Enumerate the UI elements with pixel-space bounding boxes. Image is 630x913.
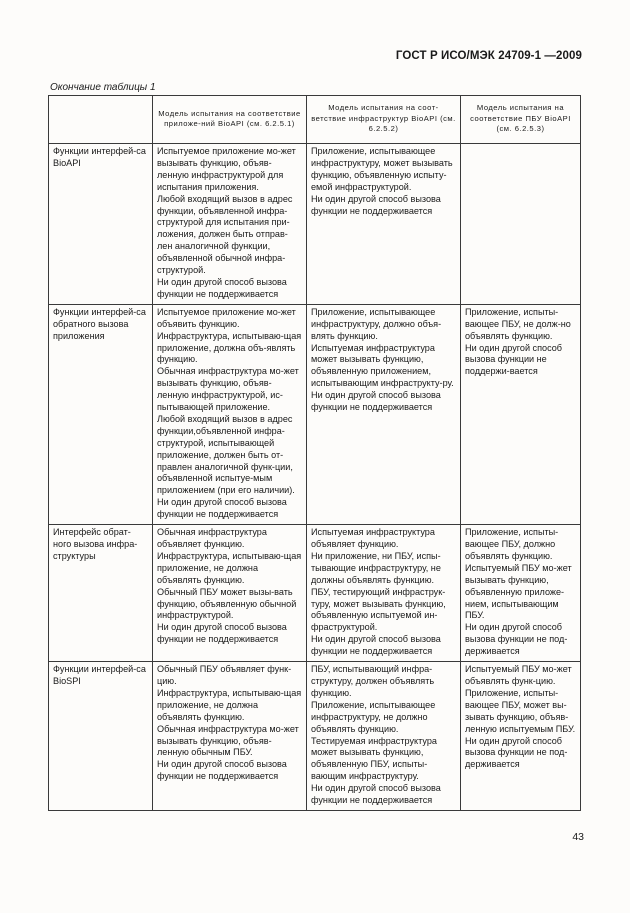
cell-paragraph: Приложение, испытывающее инфраструктуру, может вызывать функцию, объявленную испыту-емой инфраструктурой. xyxy=(311,146,453,192)
page-number: 43 xyxy=(572,831,584,843)
column-header-application-model: Модель испытания на соответствие приложе-ний BioAPI (см. 6.2.5.1) xyxy=(153,96,307,144)
cell-paragraph: ПБУ, испытывающий инфра-структуру, должен объявлять функцию. xyxy=(311,664,435,698)
table-cell-c3 xyxy=(461,662,581,811)
column-header-bsp-model: Модель испытания на соответствие ПБУ BioAPI (см. 6.2.5.3) xyxy=(461,96,581,144)
cell-paragraph: Обычный ПБУ может вызы-вать функцию, объявленную обычной инфраструктурой. xyxy=(157,586,297,621)
cell-paragraph: Инфраструктура, испытываю-щая приложение, должна объ-являть функцию. xyxy=(157,330,302,365)
cell-paragraph: Обычная инфраструктура мо-жет вызывать функцию, объяв-ленную инфраструктурой, ис-пытывающей приложение. xyxy=(157,366,299,413)
cell-paragraph: Ни один другой способ вызова функции не поддерживается xyxy=(311,193,441,216)
cell-paragraph: Испытуемый ПБУ мо-жет объявлять функ-цию. xyxy=(465,664,572,686)
cell-paragraph: Испытуемая инфраструктура объявляет функцию. xyxy=(311,527,435,549)
table-cell-c2 xyxy=(307,304,461,524)
row-label: Функции интерфей-са BioAPI xyxy=(49,144,153,305)
table-row xyxy=(49,304,581,524)
table-row xyxy=(49,144,581,305)
cell-paragraph: Испытуемое приложение мо-жет вызывать функцию, объяв-ленную инфраструктурой для испытания приложения. xyxy=(157,146,296,192)
cell-paragraph: Испытуемая инфраструктура может вызывать функцию, объявленную приложением, испытывающим инфраструкту-ру. xyxy=(311,342,454,389)
cell-paragraph: Ни один другой способ вызова функции не поддерживается xyxy=(157,497,287,520)
table-cell-c1 xyxy=(153,525,307,662)
cell-paragraph: Любой входящий вызов в адрес функции,объявленной инфра-структурой, испытывающей приложение, должен быть от-правлен аналогичной функ-ции, объявленной испытуе-мым приложением (при его наличии). xyxy=(157,413,295,496)
table-cell-c1 xyxy=(153,662,307,811)
table-row xyxy=(49,662,581,811)
cell-paragraph: Ни один другой способ вызова функции не поддерживается xyxy=(157,759,287,782)
cell-paragraph: Ни один другой способ вызова функции не поддерживается xyxy=(311,783,441,806)
row-label: Функции интерфей-са обратного вызова приложения xyxy=(49,304,153,524)
cell-paragraph: ПБУ, тестирующий инфраструк-туру, может вызывать функцию, объявленную испытуемой ин-фраструктурой. xyxy=(311,586,446,633)
row-label: Функции интерфей-са BioSPI xyxy=(49,662,153,811)
cell-paragraph: Приложение, испыты-вающее ПБУ, не долж-но объявлять функцию. xyxy=(465,306,571,341)
cell-paragraph: Инфраструктура, испытываю-щая приложение, не должна объявлять функцию. xyxy=(157,687,302,722)
cell-paragraph: Приложение, испытывающее инфраструктуру, должно объя-влять функцию. xyxy=(311,306,442,341)
cell-paragraph: Ни один другой способ вызова функции не поддерживается xyxy=(157,622,287,645)
cell-paragraph: Ни один другой способ вызова функции не поддержи-вается xyxy=(465,342,562,377)
cell-paragraph: Обычный ПБУ объявляет функ-цию. xyxy=(157,664,292,686)
cell-paragraph: Испытуемое приложение мо-жет объявить функцию. xyxy=(157,306,296,329)
cell-paragraph: Приложение, испыты-вающее ПБУ, должно объявлять функцию. xyxy=(465,527,559,561)
cell-paragraph: Обычная инфраструктура объявляет функцию. xyxy=(157,527,267,549)
table-cell-c1 xyxy=(153,144,307,305)
cell-paragraph: Ни один другой способ вызова функции не поддерживается xyxy=(157,276,287,299)
table-cell-c2 xyxy=(307,144,461,305)
table-cell-c1 xyxy=(153,304,307,524)
column-header-framework-model: Модель испытания на соот-ветствие инфраструктур BioAPI (см. 6.2.5.2) xyxy=(307,96,461,144)
cell-paragraph: Ни приложение, ни ПБУ, испы-тывающие инфраструктуру, не должны объявлять функцию. xyxy=(311,550,441,585)
cell-paragraph: Ни один другой способ вызова функции не под-держивается xyxy=(465,622,568,657)
cell-paragraph: Инфраструктура, испытываю-щая приложение, не должна объявлять функцию. xyxy=(157,550,302,585)
cell-paragraph: Ни один другой способ вызова функции не поддерживается xyxy=(311,390,441,413)
cell-paragraph: Ни один другой способ вызова функции не под-держивается xyxy=(465,735,568,770)
table-cell-c3 xyxy=(461,304,581,524)
cell-paragraph: Любой входящий вызов в адрес функции, объявленной инфра-структурой для испытания при-ложения, должен быть отправ-лен аналогичной функции, объявленной обычной инфра-структурой. xyxy=(157,193,293,276)
document-code: ГОСТ Р ИСО/МЭК 24709-1 —2009 xyxy=(395,50,582,62)
cell-paragraph: Тестируемая инфраструктура может вызывать функцию, объявленную ПБУ, испыты-вающим инфраструктуру. xyxy=(311,735,437,782)
cell-paragraph: Приложение, испыты-вающее ПБУ, может вы-зывать функцию, объяв-ленную испытуемым ПБУ. xyxy=(465,687,576,734)
cell-paragraph: Приложение, испытывающее инфраструктуру, не должно объявлять функцию. xyxy=(311,699,436,734)
column-header-empty xyxy=(49,96,153,144)
row-label: Интерфейс обрат-ного вызова инфра-структуры xyxy=(49,525,153,662)
table-caption: Окончание таблицы 1 xyxy=(50,82,156,93)
table-cell-c3 xyxy=(461,144,581,305)
table-header-row xyxy=(49,96,581,144)
cell-paragraph: Испытуемый ПБУ мо-жет вызывать функцию, объявленную приложе-нием, испытывающим ПБУ. xyxy=(465,562,572,621)
table-cell-c3 xyxy=(461,525,581,662)
conformance-table xyxy=(48,95,581,811)
table-cell-c2 xyxy=(307,662,461,811)
table-cell-c2 xyxy=(307,525,461,662)
cell-paragraph: Обычная инфраструктура мо-жет вызывать функцию, объяв-ленную обычным ПБУ. xyxy=(157,723,299,758)
cell-paragraph: Ни один другой способ вызова функции не поддерживается xyxy=(311,634,441,657)
table-row xyxy=(49,525,581,662)
